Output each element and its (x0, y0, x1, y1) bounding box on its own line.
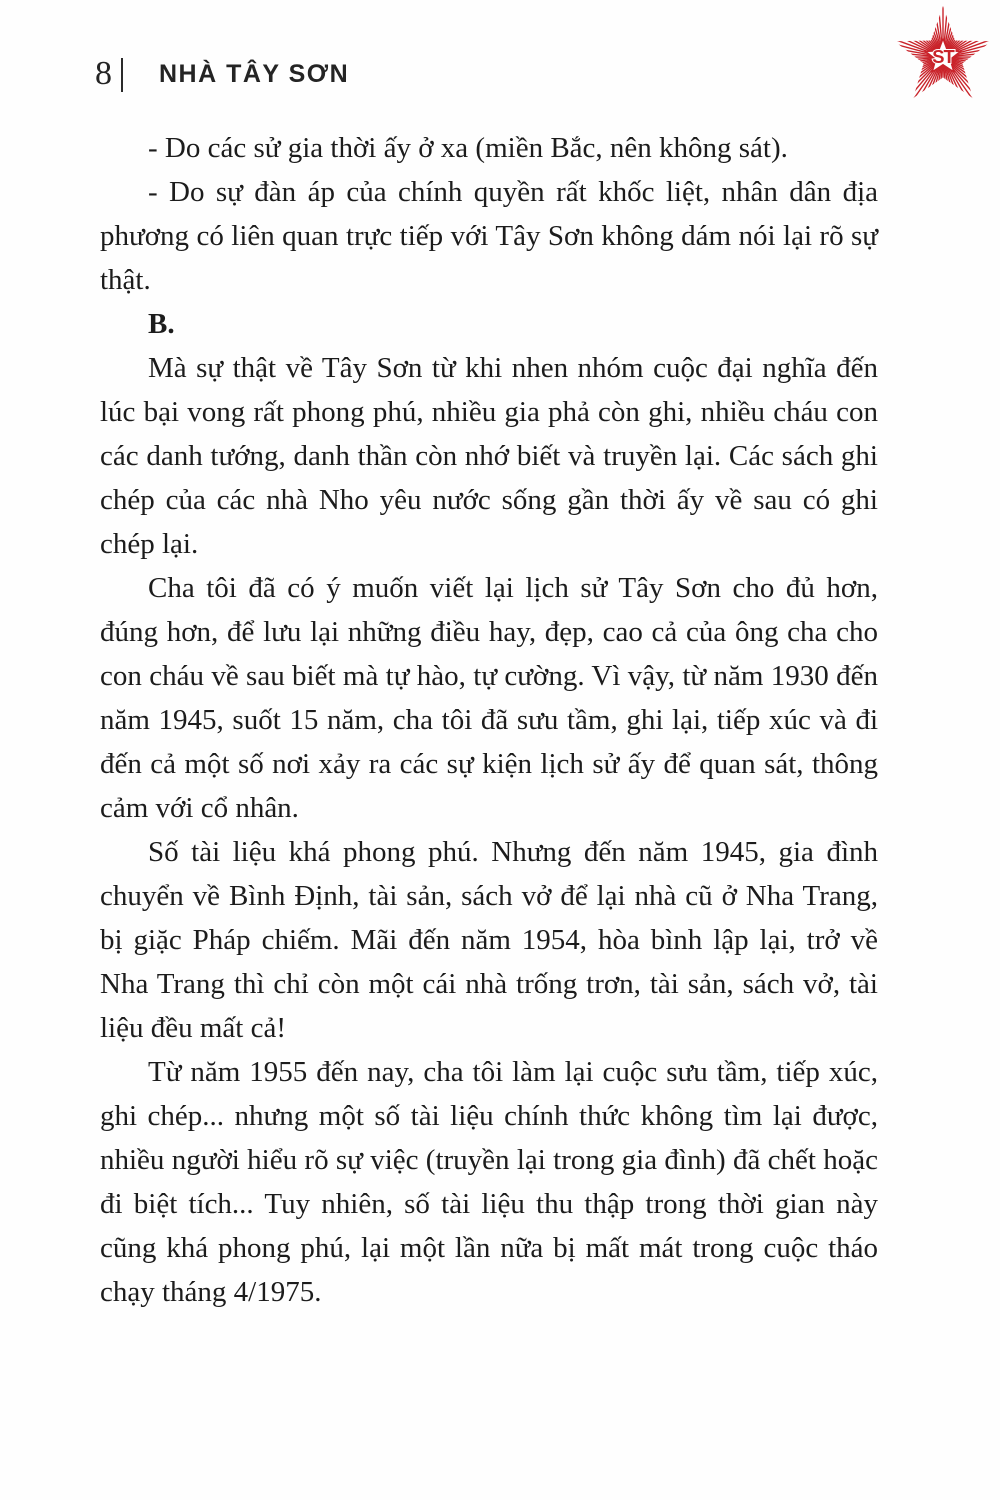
paragraph: Mà sự thật về Tây Sơn từ khi nhen nhóm cuộc đại nghĩa đến lúc bại vong rất phong phú, nhiều gia phả còn ghi, nhiều cháu con các danh tướng, danh thần còn nhớ biết và truyền lại. Các sách ghi chép của các nhà Nho yêu nước sống gần thời ấy về sau có ghi chép lại. (100, 352, 878, 560)
page-number: 8 (95, 55, 112, 92)
paragraph-section-label: B. (148, 308, 175, 340)
publisher-logo (892, 4, 994, 106)
page-header (95, 56, 349, 92)
paragraph: Cha tôi đã có ý muốn viết lại lịch sử Tây Sơn cho đủ hơn, đúng hơn, để lưu lại những điều hay, đẹp, cao cả của ông cha cho con cháu về sau biết mà tự hào, tự cường. Vì vậy, từ năm 1930 đến năm 1945, suốt 15 năm, cha tôi đã sưu tầm, ghi lại, tiếp xúc và đi đến cả một số nơi xảy ra các sự kiện lịch sử ấy để quan sát, thông cảm với cổ nhân. (100, 572, 878, 824)
paragraph: - Do các sử gia thời ấy ở xa (miền Bắc, nên không sát). (148, 132, 788, 164)
page-body (100, 126, 878, 1314)
starburst-logo-icon (892, 4, 994, 106)
paragraph: - Do sự đàn áp của chính quyền rất khốc liệt, nhân dân địa phương có liên quan trực tiếp với Tây Sơn không dám nói lại rõ sự thật. (100, 176, 878, 296)
logo-monogram: ST (932, 46, 954, 68)
paragraph: Số tài liệu khá phong phú. Nhưng đến năm 1945, gia đình chuyển về Bình Định, tài sản, sách vở để lại nhà cũ ở Nha Trang, bị giặc Pháp chiếm. Mãi đến năm 1954, hòa bình lập lại, trở về Nha Trang thì chỉ còn một cái nhà trống trơn, tài sản, sách vở, tài liệu đều mất cả! (100, 836, 878, 1044)
book-title: NHÀ TÂY SƠN (159, 59, 350, 88)
header-divider (121, 58, 123, 92)
paragraph: Từ năm 1955 đến nay, cha tôi làm lại cuộc sưu tầm, tiếp xúc, ghi chép... nhưng một số tài liệu chính thức không tìm lại được, nhiều người hiểu rõ sự việc (truyền lại trong gia đình) đã chết hoặc đi biệt tích... Tuy nhiên, số tài liệu thu thập trong thời gian này cũng khá phong phú, lại một lần nữa bị mất mát trong cuộc tháo chạy tháng 4/1975. (100, 1056, 878, 1308)
